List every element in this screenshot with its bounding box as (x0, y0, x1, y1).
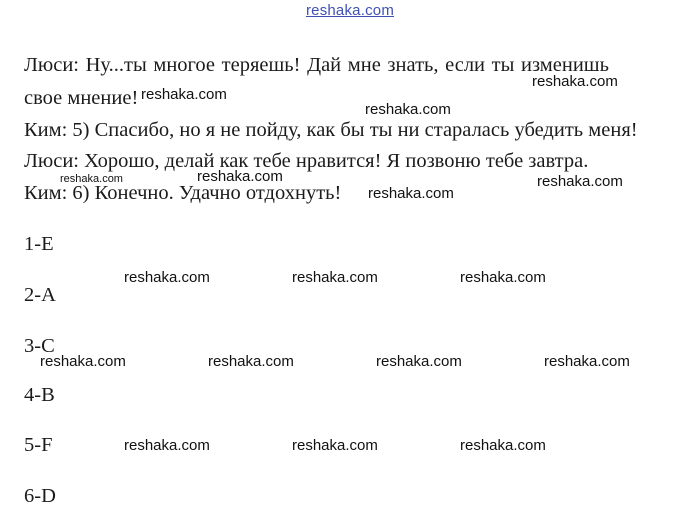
dialogue-line-5: Ким: 6) Конечно. Удачно отдохнуть! (24, 182, 342, 204)
dialogue-line-1: Люси: Ну...ты многое теряешь! Дай мне знать, если ты изменишь (24, 54, 609, 76)
answer-6: 6-D (24, 485, 56, 507)
watermark: reshaka.com (544, 353, 630, 370)
dialogue-line-2: свое мнение! (24, 87, 139, 109)
watermark: reshaka.com (141, 86, 227, 103)
watermark: reshaka.com (292, 269, 378, 286)
watermark: reshaka.com (40, 353, 126, 370)
watermark: reshaka.com (208, 353, 294, 370)
answer-2: 2-A (24, 284, 56, 306)
answer-4: 4-B (24, 384, 55, 406)
answer-1: 1-E (24, 233, 54, 255)
watermark: reshaka.com (460, 437, 546, 454)
watermark: reshaka.com (365, 101, 451, 118)
watermark: reshaka.com (460, 269, 546, 286)
dialogue-line-3: Ким: 5) Спасибо, но я не пойду, как бы ты ни старалась убедить меня! (24, 119, 638, 141)
answer-3: 3-C (24, 335, 55, 357)
watermark: reshaka.com (124, 437, 210, 454)
watermark: reshaka.com (197, 168, 283, 185)
watermark: reshaka.com (532, 73, 618, 90)
dialogue-line-4: Люси: Хорошо, делай как тебе нравится! Я позвоню тебе завтра. (24, 150, 589, 172)
watermark: reshaka.com (376, 353, 462, 370)
answer-5: 5-F (24, 434, 53, 456)
watermark: reshaka.com (368, 185, 454, 202)
watermark: reshaka.com (537, 173, 623, 190)
watermark: reshaka.com (60, 173, 123, 185)
watermark: reshaka.com (124, 269, 210, 286)
site-header-link[interactable]: reshaka.com (305, 2, 395, 19)
watermark: reshaka.com (292, 437, 378, 454)
